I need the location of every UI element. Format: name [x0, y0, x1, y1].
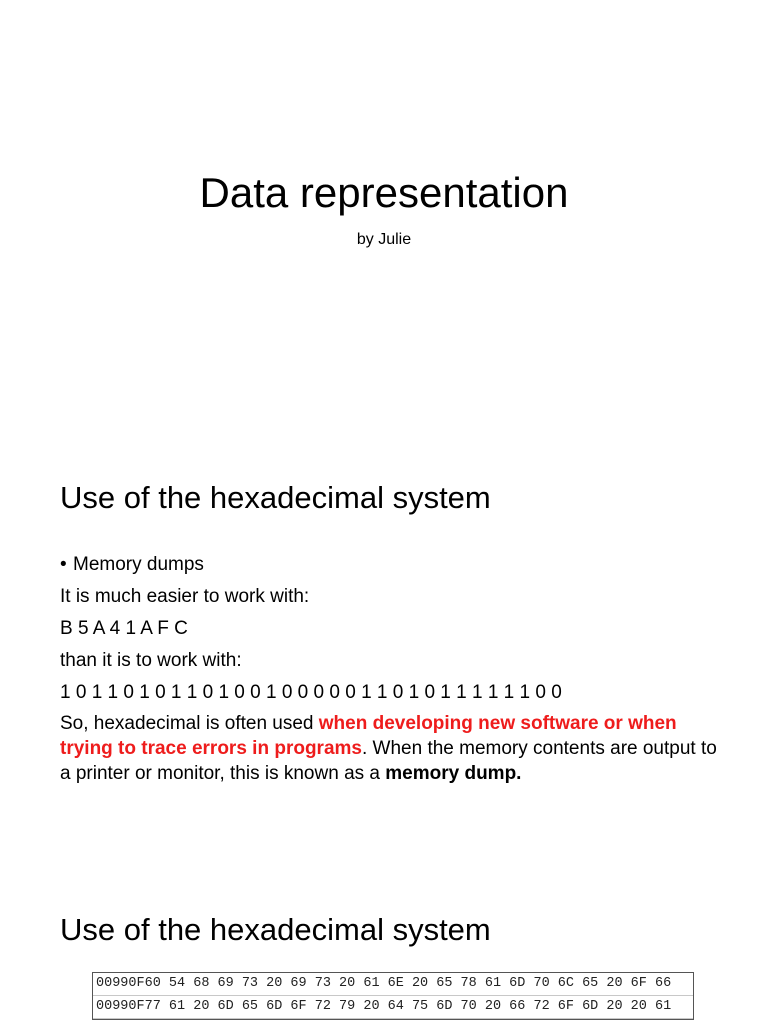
dump-row: 00990F77 61 20 6D 65 6D 6F 72 79 20 64 75 6D 70 20 66 72 6F 6D 20 20 61: [93, 996, 693, 1019]
slide-heading: Use of the hexadecimal system: [60, 480, 491, 515]
hexadecimal-slide: [0, 432, 768, 864]
bullet-text: Memory dumps: [73, 554, 204, 575]
slide-body: [60, 549, 720, 786]
explanation-paragraph: [60, 711, 720, 786]
paragraph-text-continued: . When the memory contents are output to a printer or monitor, this is known as a: [60, 738, 717, 784]
memory-dump-slide: [0, 864, 768, 1024]
presentation-subtitle: by Julie: [356, 231, 412, 248]
title-slide: [0, 0, 768, 432]
bullet-item: [60, 549, 720, 581]
presentation-title: Data representation: [199, 169, 569, 216]
hex-value: B 5 A 4 1 A F C: [60, 618, 188, 639]
intro-line: It is much easier to work with:: [60, 586, 310, 607]
memory-dump-term: memory dump.: [385, 763, 522, 784]
bullet-icon: •: [60, 554, 67, 575]
memory-dump-table: [92, 972, 694, 1020]
slide-heading: Use of the hexadecimal system: [60, 912, 491, 947]
contrast-line: than it is to work with:: [60, 650, 242, 671]
binary-value: 1 0 1 1 0 1 0 1 1 0 1 0 0 1 0 0 0 0 0 1 1 0 1 0 1 1 1 1 1 1 0 0: [60, 682, 562, 703]
highlighted-text: when developing new software or when trying to trace errors in programs: [60, 713, 677, 759]
paragraph-text: So, hexadecimal is often used: [60, 713, 319, 734]
dump-row: 00990F60 54 68 69 73 20 69 73 20 61 6E 20 65 78 61 6D 70 6C 65 20 6F 66: [93, 973, 693, 996]
